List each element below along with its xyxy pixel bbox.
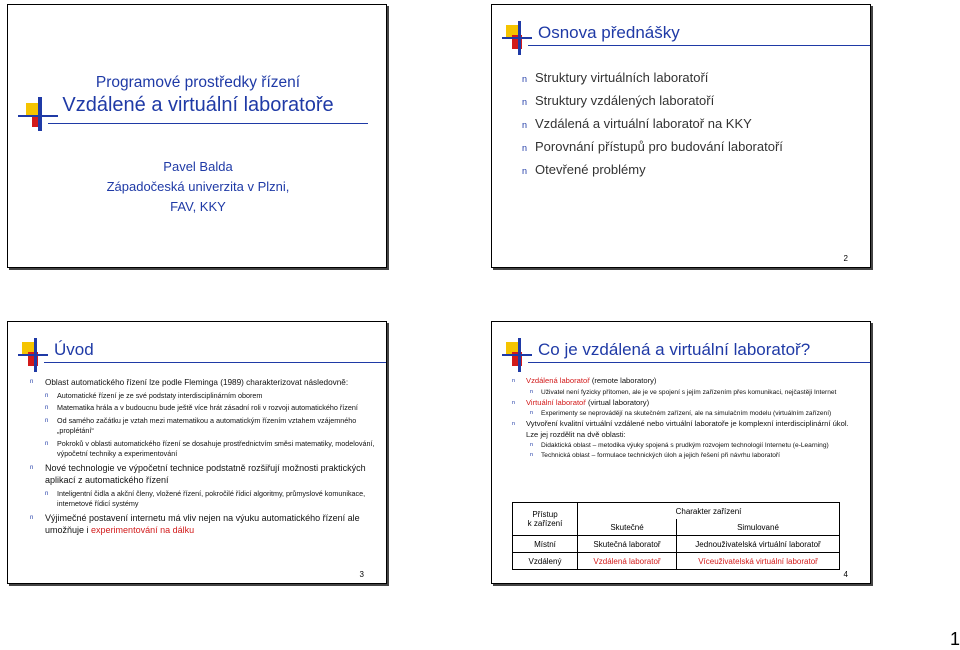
bullet-icon: n [30,464,34,471]
list-item: n Inteligentní čidla a akční členy, vložené řízení, pokročilé řídicí algoritmy, průmyslové komunikace, internetové řídicí systémy [45,488,366,508]
heading-rule [528,362,871,363]
sheet-page-number: 1 [949,629,960,649]
slide-body [512,376,862,461]
slide-body [30,377,375,539]
bullet-icon: n [530,410,534,416]
list-item: n Matematika hrála a v budoucnu bude ještě více hrát zásadní roli v rozvoji automatického řízení [45,403,358,412]
table-row [513,553,840,570]
title-line1: Programové prostředky řízení [95,74,301,91]
bullet-icon: n [512,421,516,427]
list-item: n Oblast automatického řízení lze podle Fleminga (1989) charakterizovat následovně: [30,378,349,387]
list-item: n Experimenty se neprovádějí na skutečném zařízení, ale na simulačním modelu (virtuálním zařízení) [530,410,832,417]
bullet-icon: n [30,379,34,385]
table-cell: Skutečná laboratoř [578,536,677,553]
list-item: n Od samého začátku je vztah mezi matematikou a automatickým řízením vztahem vzájemného „proplétání“ [45,415,357,435]
author-block [8,157,387,217]
table-cell: Jednouživatelská virtuální laboratoř [677,536,840,553]
list-item: n Automatické řízení je ze své podstaty interdisciplinárním oborem [45,390,263,400]
bullet-icon: n [45,392,49,399]
bullet-icon: n [30,514,34,521]
highlight-text: experimentování na dálku [91,525,195,535]
bullet-icon: n [530,388,534,395]
bullet-icon: n [45,440,49,447]
page-number: 2 [843,254,848,263]
slide-heading: Úvod [54,340,94,359]
table-corner: Přístup k zařízení [513,503,578,536]
bullet-icon: n [45,405,49,411]
table-header: Charakter zařízení [578,503,840,520]
table-row [513,536,840,553]
heading-rule [44,362,387,363]
heading-rule [528,45,871,46]
table-cell: Víceuživatelská virtuální laboratoř [677,553,840,570]
bullet-icon: n [512,378,516,384]
list-item: n Uživatel není fyzicky přítomen, ale je ve spojení s jejím zařízením přes komunikaci, nejčastěji Internet [530,388,837,396]
logo-icon [502,338,532,372]
slide-outline [491,4,871,268]
title-line2: Vzdálené a virtuální laboratoře [62,94,334,116]
bullet-icon: n [45,490,49,497]
author-name: Pavel Balda [163,159,233,174]
bullet-icon: n [530,442,534,448]
bullet-icon: n [522,166,528,176]
faculty: FAV, KKY [170,199,226,214]
logo-icon [18,338,48,372]
presentation-title [8,73,387,117]
lab-classification-table [512,502,840,570]
page-number: 4 [843,570,848,579]
slide-title [7,4,387,268]
list-item: n Struktury vzdálených laboratoří [522,93,715,108]
table-cell: Vzdálený [513,553,578,570]
list-item: n Struktury virtuálních laboratoří [522,70,709,85]
list-item: n Virtuální laboratoř (virtual laboratory) [512,397,650,407]
bullet-icon: n [45,417,49,424]
list-item: n Vzdálená laboratoř (remote laboratory) [512,376,657,385]
list-item: n Vzdálená a virtuální laboratoř na KKY [522,116,752,131]
list-item: n Otevřené problémy [522,162,646,177]
list-item: n Pokroků v oblasti automatického řízení se dosahuje prostřednictvím směsi matematiky, modelování, výpočetní techniky a experimentování [45,438,375,458]
bullet-icon: n [522,97,528,107]
slide-heading: Co je vzdálená a virtuální laboratoř? [538,340,811,359]
list-item: n Technická oblast – formulace technických úloh a jejich řešení při návrhu laboratoří [530,452,780,459]
bullet-icon: n [530,452,534,458]
title-rule [48,123,368,124]
list-item: n Nové technologie ve výpočetní technice podstatně rozšiřují možnosti praktických aplikací z automatického řízení [30,462,366,485]
slide-definition [491,321,871,584]
table-cell: Vzdálená laboratoř [578,553,677,570]
page-number: 3 [359,570,364,579]
outline-list [522,67,783,182]
list-item: n Porovnání přístupů pro budování laboratoří [522,139,783,154]
bullet-icon: n [522,74,528,84]
bullet-icon: n [522,143,528,153]
table-cell: Místní [513,536,578,553]
list-item: n Vytvoření kvalitní virtuální vzdálené nebo virtuální laboratoře je komplexní interdisciplinární úkol. Lze jej rozdělit na dvě oblasti: [512,419,849,439]
slide-intro [7,321,387,584]
bullet-icon: n [522,120,528,130]
bullet-icon: n [512,399,516,406]
slide-heading: Osnova přednášky [538,23,680,42]
table-column-header: Skutečné [578,519,677,536]
logo-icon [502,21,532,55]
table-column-header: Simulované [677,519,840,536]
university: Západočeská univerzita v Plzni, [106,179,290,194]
list-item: n Výjimečné postavení internetu má vliv nejen na výuku automatického řízení ale umožňuje i experimentování na dálku [30,512,360,535]
list-item: n Didaktická oblast – metodika výuky spojená s prudkým rozvojem technologií Internetu (e-Learning) [530,442,829,449]
